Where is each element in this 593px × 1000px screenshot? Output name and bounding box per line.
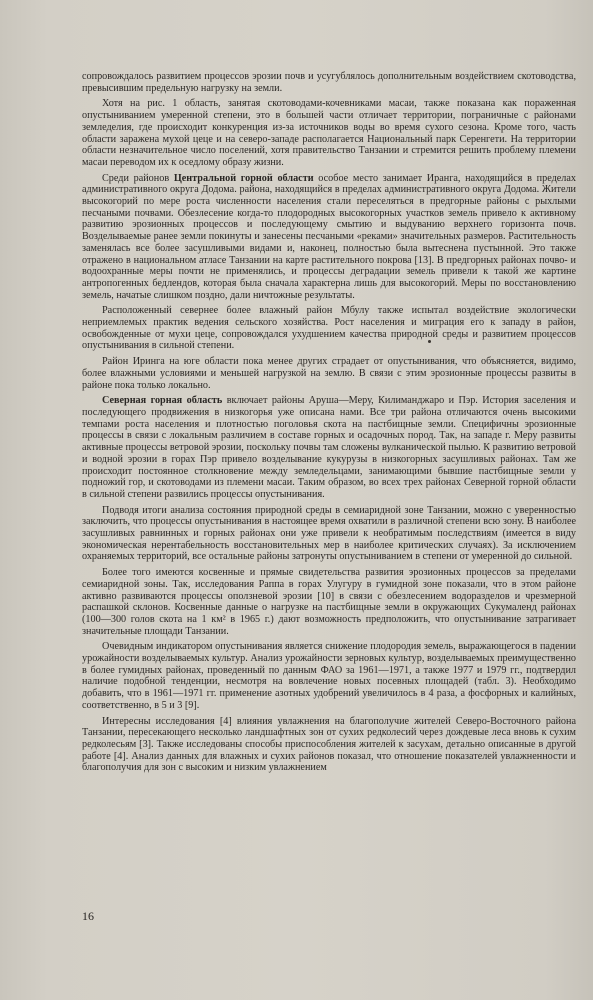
paragraph-3 — [82, 173, 576, 302]
body-text — [82, 71, 576, 778]
paragraph-2: Хотя на рис. 1 область, занятая скотоводами-кочевниками масаи, также показана как пораженная опустыниванием умеренной степени, это в большей части отличает территории, пограничные с районами земледелия, где происходит конкуренция из-за источников воды во время сухого сезона. Кроме того, часть области заражена мухой цеце и на северо-западе располагается Национальный парк Серенгети. На территории области незначительное число поселений, хотя правительство Танзании и стремится решить проблему племени масаи переводом их к оседлому образу жизни. — [82, 98, 576, 168]
paragraph-5: Район Иринга на юге области пока менее других страдает от опустынивания, что объясняется, видимо, более влажными условиями и меньшей нагрузкой на землю. В связи с этим эрозионные процессы развиты в районе пока только локально. — [82, 356, 576, 391]
paragraph-3-mid: особое место занимает Иранга, находящийся в пределах административного округа Додома. — [82, 172, 576, 196]
paragraph-9: Очевидным индикатором опустынивания является снижение плодородия земель, выражающегося в падении урожайности возделываемых культур. Анализ урожайности зерновых культур, возделываемых преимущественно в более гумидных районах, проведенный по данным ФАО за 1961—1971, а также 1977 и 1979 гг., подтвердил наличие подобной тенденции, несмотря на вовлечение новых посевных площадей (табл. 3). Необходимо добавить, что в 1961—1971 гг. применение азотных удобрений увеличилось в 4 раза, а фосфорных и калийных, соответственно, в 5 и 3 [9]. — [82, 641, 576, 711]
paragraph-3-lead: Среди районов — [102, 172, 174, 184]
paragraph-8: Более того имеются косвенные и прямые свидетельства развития эрозионных процессов за пределами семиаридной зоны. Так, исследования Раппа в горах Улугуру в гумидной зоне показали, что в этом районе активно развиваются процессы оползневой эрозии [10] в связи с обезлесением водоразделов и чрезмерной распашкой склонов. Косвенные данные о нагрузке на пастбищные земли в окружающих Сукумаленд районах (100—300 голов скота на 1 км² в 1965 г.) дают возможность предположить, что опустынивание затрагивает значительные площади Танзании. — [82, 567, 576, 637]
paragraph-1: сопровождалось развитием процессов эрозии почв и усугублялось дополнительным воздействием скотоводства, превысившим предельную нагрузку на земли. — [82, 71, 576, 94]
page-number: 16 — [82, 909, 94, 923]
paragraph-3-rest: района, находящийся в пределах административного округа Додома. Жители высокогорий по мере роста численности населения стали переселяться в предгорные районы с рыхлыми песчаными почвами. Обезлесение когда-то плодородных высокогорных участков земель привело к активному развитию эрозионных процессов и последующему смытию и выдуванию верхнего горизонта почв. Возделываемые ранее земли покинуты и занесены песчаными «реками» значительных размеров. Растительность заменялась все более засушливыми видами и, наконец, полностью была вытеснена пустынной. Это также отражено в национальном атласе Танзании на карте растительного покрова [13]. В предгорных районах почво- и водоохранные меры почти не применялись, и процессы деградации земель привели к такой же картине антропогенных бедлендов, которая была сначала характерна лишь для высокогорий. Меры по восстановлению земель, начатые слишком поздно, дали ничтожные результаты. — [82, 184, 576, 301]
paragraph-4: Расположенный севернее более влажный район Мбулу также испытал воздействие экологически неприемлемых практик ведения сельского хозяйства. Рост населения и миграция его к западу в район, освобожденные от мухи цеце, сопровождался ухудшением качества природной среды и развитием процессов опустынивания в сильной степени. — [82, 305, 576, 352]
paragraph-7: Подводя итоги анализа состояния природной среды в семиаридной зоне Танзании, можно с уверенностью заключить, что процессы опустынивания в настоящее время охватили в различной степени всю зону. В наиболее засушливых равнинных и горных районах они уже привели к необратимым последствиям (имеется в виду экономическая нерентабельность восстановительных мер в наиболее критических случаях). За исключением охраняемых территорий, все остальные районы затронуты опустыниванием в степени от умеренной до сильной. — [82, 504, 576, 563]
northern-highland-heading: Северная горная область — [102, 395, 223, 407]
paragraph-10: Интересны исследования [4] влияния увлажнения на благополучие жителей Северо-Восточного района Танзании, пересекающего несколько ландшафтных зон от сухих редколесий через дождевые леса вновь к сухим редколесьям [3]. Также исследованы способы приспособления жителей к засухам, детально описанные в другой работе [4]. Анализ данных для влажных и сухих районов показал, что отношение показателей увлажненности и благополучия для зон с высоким и низким увлажнением — [82, 715, 576, 774]
print-speck — [428, 340, 431, 343]
paragraph-6-rest: включает районы Аруша—Меру, Килиманджаро и Пэр. История заселения и последующего продвижения в низкогорья уже описана нами. Все три района отличаются очень высокими темпами роста населения и плотностью поголовья скота на пастбищные земли. Специфичны эрозионные процессы в связи с локальным различием в составе горных и осадочных пород. Так, на западе г. Меру развиты активные процессы ветровой эрозии, поскольку почвы там сложены вулканической пылью. К развитию ветровой и водной эрозии в горах Пэр привело возделывание кукурузы в низкогорных засушливых районах. Там же происходит постоянное столкновение между земледельцами, занимающими бывшие пастбищные земли у подножий гор, и скотоводами из племени масаи. Таким образом, во всех трех районах Северной горной области в сильной степени развились процессы опустынивания. — [82, 395, 577, 500]
central-highland-heading: Центральной горной области — [173, 172, 314, 184]
paragraph-6 — [82, 395, 576, 500]
